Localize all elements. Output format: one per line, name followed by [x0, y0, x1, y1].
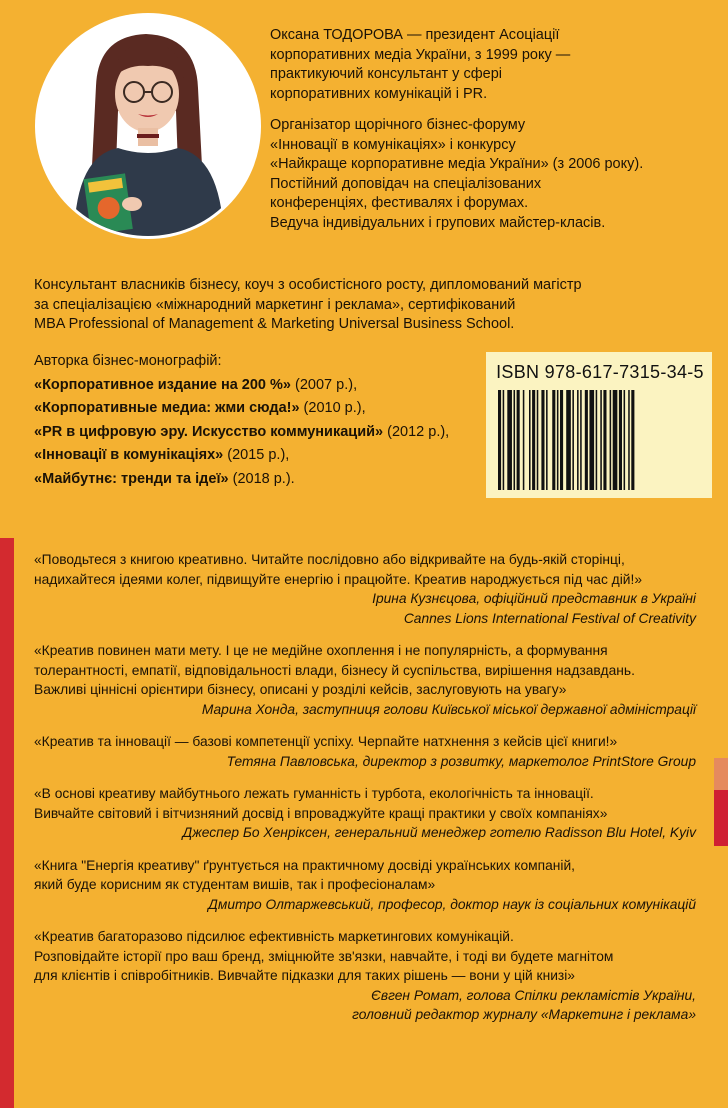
- quote-line: «В основі креативу майбутнього лежать гуманність і турбота, екологічність та інновації.: [34, 786, 594, 801]
- bio-line: корпоративних медіа України, з 1999 року —: [270, 46, 571, 63]
- quote-line: Важливі ціннісні орієнтири бізнесу, описані у розділі кейсів, заслуговують на увагу»: [34, 682, 567, 697]
- monograph-year: (2018 р.).: [228, 470, 295, 487]
- bio-line: Ведуча індивідуальних і групових майстер-класів.: [270, 214, 606, 231]
- monograph-item: [34, 421, 484, 445]
- monograph-title: «Корпоративные медиа: жми сюда!»: [34, 400, 300, 416]
- monographs-heading: Авторка бізнес-монографій:: [34, 353, 222, 369]
- quote-line: «Креатив багаторазово підсилює ефективність маркетингових комунікацій.: [34, 929, 514, 944]
- author-photo: [38, 16, 258, 236]
- monograph-title: «PR в цифровую эру. Искусство коммуникаций»: [34, 423, 384, 440]
- monograph-item: [34, 468, 484, 492]
- credentials-line: за спеціалізацією «міжнародний маркетинг і реклама», сертифікований: [34, 296, 516, 313]
- isbn-number: ISBN 978-617-7315-34-5: [496, 362, 704, 382]
- testimonial: [34, 550, 698, 628]
- testimonials: [34, 550, 698, 1038]
- quote-line: Вивчайте світовий і вітчизняний досвід і впроваджуйте кращі практики у своїх компаніях»: [34, 805, 608, 821]
- monograph-title: «Корпоративное издание на 200 %»: [34, 376, 291, 393]
- bio-paragraph-1: [270, 26, 720, 104]
- monograph-year: (2007 р.),: [291, 376, 358, 393]
- monograph-item: [34, 374, 484, 398]
- author-credentials: [34, 276, 714, 335]
- monograph-item: [34, 444, 484, 468]
- monograph-year: (2015 р.),: [223, 447, 290, 463]
- bio-line: Постійний доповідач на спеціалізованих: [270, 175, 542, 192]
- bio-line: Організатор щорічного бізнес-форуму: [270, 117, 526, 133]
- quote-author: Дмитро Олтаржевський, професор, доктор наук із соціальних комунікацій: [208, 896, 696, 912]
- author-portrait-illustration: [38, 16, 258, 236]
- red-side-bar: [0, 538, 14, 1108]
- testimonial: [34, 641, 698, 719]
- quote-line: Розповідайте історії про ваш бренд, зміцнюйте зв'язки, навчайте, і тоді ви будете магнітом: [34, 948, 614, 964]
- credentials-line: MBA Professional of Management & Marketing Universal Business School.: [34, 316, 515, 332]
- credentials-line: Консультант власників бізнесу, коуч з особистісного росту, дипломований магістр: [34, 277, 582, 293]
- monograph-title: «Майбутнє: тренди та ідеї»: [34, 470, 229, 487]
- bio-line: «Найкраще корпоративне медіа України» (з 2006 року).: [270, 156, 644, 172]
- monograph-year: (2010 р.),: [299, 400, 366, 416]
- bio-line: конференціях, фестивалях і форумах.: [270, 195, 529, 211]
- quote-line: «Креатив повинен мати мету. І це не медійне охоплення і не популярність, а формування: [34, 643, 608, 658]
- quote-author: Ірина Кузнєцова, офіційний представник в Україні: [372, 591, 696, 606]
- quote-line: який буде корисним як студентам вишів, так і професіоналам»: [34, 877, 436, 892]
- monograph-item: [34, 397, 484, 421]
- quote-author: Cannes Lions International Festival of Creativity: [403, 610, 696, 626]
- testimonial: [34, 856, 698, 915]
- quote-author: Марина Хонда, заступниця голови Київської міської державної адміністрації: [201, 701, 696, 717]
- quote-author: Джеспер Бо Хенріксен, генеральний менеджер готелю Radisson Blu Hotel, Kyiv: [182, 825, 696, 840]
- quote-line: для клієнтів і співробітників. Вивчайте підказки для таких рішень — вони у цій книзі»: [34, 968, 575, 983]
- testimonial: [34, 784, 698, 843]
- monograph-title: «Інновації в комунікаціях»: [34, 447, 224, 463]
- bio-line: корпоративних комунікацій і PR.: [270, 85, 488, 102]
- side-stripe-light: [714, 758, 728, 790]
- testimonial: [34, 732, 698, 771]
- bio-line: практикуючий консультант у сфері: [270, 66, 502, 82]
- bio-line: «Інновації в комунікаціях» і конкурсу: [270, 136, 516, 153]
- monographs-list: [34, 350, 484, 491]
- testimonial: [34, 927, 698, 1025]
- author-bio: [270, 26, 720, 245]
- quote-author: головний редактор журналу «Маркетинг і реклама»: [352, 1007, 696, 1022]
- quote-line: «Поводьтеся з книгою креативно. Читайте послідовно або відкривайте на будь-якій сторінці,: [34, 552, 625, 567]
- barcode-icon: [498, 390, 698, 490]
- monograph-year: (2012 р.),: [383, 423, 450, 440]
- quote-line: «Креатив та інновації — базові компетенції успіху. Черпайте натхнення з кейсів цієї книги!»: [34, 734, 618, 749]
- quote-line: толерантності, емпатії, відповідальності влади, бізнесу й суспільства, вирішення надзавдань.: [34, 662, 635, 678]
- bio-line: Оксана ТОДОРОВА — президент Асоціації: [270, 27, 560, 43]
- quote-line: «Книга "Енергія креативу" ґрунтується на практичному досвіді українських компаній,: [34, 857, 575, 873]
- quote-author: Тетяна Павловська, директор з розвитку, маркетолог PrintStore Group: [226, 753, 696, 769]
- quote-line: надихайтеся ідеями колег, підвищуйте енергію і працюйте. Креатив народжується під час дій!»: [34, 571, 642, 587]
- isbn-barcode-box: [486, 352, 712, 498]
- quote-author: Євген Ромат, голова Спілки рекламістів України,: [371, 987, 696, 1003]
- bio-paragraph-2: [270, 116, 720, 233]
- side-stripe-red: [714, 790, 728, 846]
